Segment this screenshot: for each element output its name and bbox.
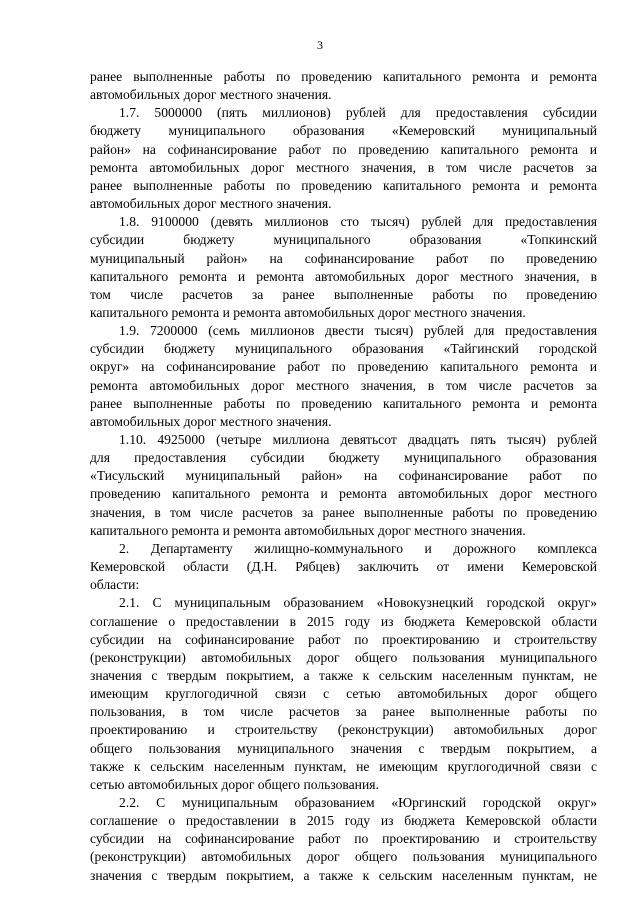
text-line: ранее выполненные работы по проведению капитального ремонта и ремонта [90,69,597,84]
text-line: имеющим круглогодичной связи с сетью автомобильных дорог общего [90,686,597,702]
text-line: субсидии бюджету муниципального образования «Топкинский [90,232,597,248]
text-line: общего пользования муниципального значения с твердым покрытием, а [90,740,597,756]
text-line: ремонта автомобильных дорог местного значения, в том числе расчетов за [90,159,597,175]
text-line: сетью автомобильных дорог общего пользования. [90,776,379,792]
text-line: для предоставления субсидии бюджету муниципального образования [90,450,597,466]
text-line: ремонта автомобильных дорог местного значения, в том числе расчетов за [90,377,597,393]
text-line: том числе расчетов за ранее выполненные работы по проведению [90,286,597,302]
text-line: ранее выполненные работы по проведению капитального ремонта и ремонта [90,177,597,193]
text-line: субсидии бюджету муниципального образования «Тайгинский городской [90,341,597,357]
text-line: ранее выполненные работы по проведению капитального ремонта и ремонта [90,395,597,411]
text-line: бюджету муниципального образования «Кемеровский муниципальный [90,123,597,139]
text-line: 2.1. С муниципальным образованием «Новокузнецкий городской округ» [119,595,597,611]
text-line: 2. Департаменту жилищно-коммунального и дорожного комплекса [119,540,597,556]
text-line: значения, в том числе расчетов за ранее выполненные работы по проведению [90,504,597,520]
text-line: 1.9. 7200000 (семь миллионов двести тысяч) рублей для предоставления [119,323,597,339]
text-line: соглашение о предоставлении в 2015 году из бюджета Кемеровской области [90,613,597,629]
text-line: 2.2. С муниципальным образованием «Юргинский городской округ» [119,795,597,810]
text-line: район» на софинансирование работ по проведению капитального ремонта и [90,141,597,157]
text-line: округ» на софинансирование работ по проведению капитального ремонта и [90,359,597,375]
text-line: проведению капитального ремонта и ремонта автомобильных дорог местного [90,486,597,502]
text-line: капитального ремонта и ремонта автомобильных дорог местного значения. [90,522,526,538]
text-line: (реконструкции) автомобильных дорог общего пользования муниципального [90,849,597,865]
text-line: (реконструкции) автомобильных дорог общего пользования муниципального [90,649,597,665]
page-number: 3 [317,38,323,52]
text-line: значения с твердым покрытием, а также к сельским населенным пунктам, не [90,667,597,683]
text-line: автомобильных дорог местного значения. [90,87,332,103]
text-line: 1.8. 9100000 (девять миллионов сто тысяч) рублей для предоставления [119,214,597,230]
text-line: муниципальный район» на софинансирование работ по проведению [90,250,597,266]
text-line: также к сельским населенным пунктам, не имеющим круглогодичной связи с [90,758,597,774]
text-line: 1.7. 5000000 (пять миллионов) рублей для предоставления субсидии [119,105,597,121]
text-line: соглашение о предоставлении в 2015 году из бюджета Кемеровской области [90,813,597,829]
text-line: проектированию и строительству (реконструкции) автомобильных дорог [90,722,597,738]
text-line: автомобильных дорог местного значения. [90,196,332,212]
text-line: Кемеровской области (Д.Н. Рябцев) заключить от имени Кемеровской [90,559,597,575]
text-line: капитального ремонта и ремонта автомобильных дорог местного значения. [90,304,526,320]
text-line: 1.10. 4925000 (четыре миллиона девятьсот двадцать пять тысяч) рублей [119,432,597,447]
text-line: капитального ремонта и ремонта автомобильных дорог местного значения, в [90,268,597,284]
text-line: субсидии на софинансирование работ по проектированию и строительству [90,831,597,847]
text-line: автомобильных дорог местного значения. [90,413,332,429]
text-line: области: [90,577,140,593]
text-line: значения с твердым покрытием, а также к сельским населенным пунктам, не [90,867,597,883]
text-line: субсидии на софинансирование работ по проектированию и строительству [90,631,597,647]
text-line: «Тисульский муниципальный район» на софинансирование работ по [90,468,597,484]
text-line: пользования, в том числе расчетов за ранее выполненные работы по [90,704,597,720]
